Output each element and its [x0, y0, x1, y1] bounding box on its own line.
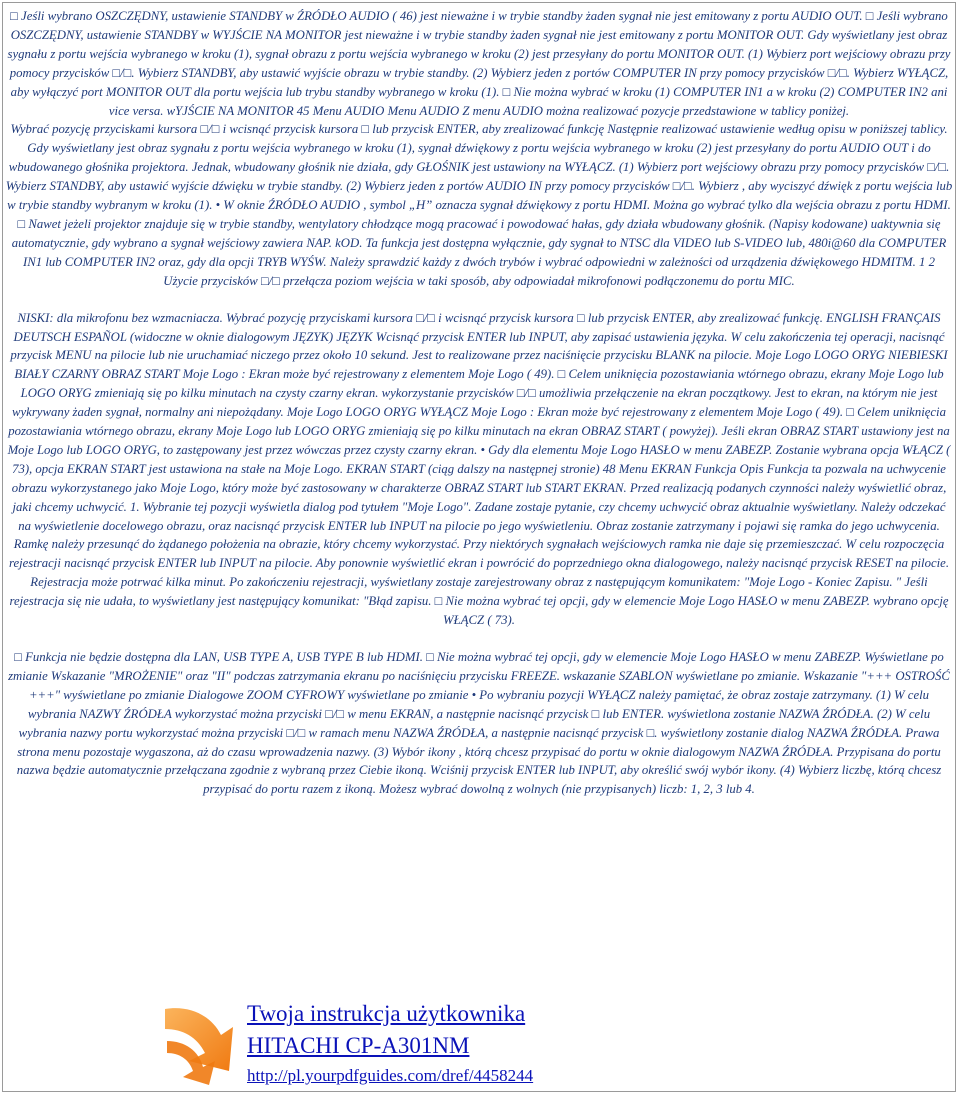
document-body [5, 7, 953, 799]
url-link[interactable]: http://pl.yourpdfguides.com/dref/4458244 [247, 1066, 534, 1085]
user-guide-link[interactable]: Twoja instrukcja użytkownika [247, 1001, 526, 1026]
document-page [2, 2, 956, 1092]
arrow-logo-icon [159, 1001, 239, 1087]
guide-footer [159, 999, 679, 1091]
model-link[interactable]: HITACHI CP-A301NM [247, 1033, 470, 1058]
paragraph-audio-source: Wybrać pozycję przyciskami kursora □/□ i wcisnąć przycisk kursora □ lub przycisk ENTER, aby zrealizować funkcję Następnie realizować ustawienie według opisu w poniższej tablicy. Gdy wyświetlany jest obraz sygnału z portu wejścia wybranego w kroku (1), sygnał dźwiękowy z portu wejścia wybranego w kroku (2) jest przesyłany do portu AUDIO OUT i do wbudowanego głośnika projektora. Jednak, wbudowany głośnik nie działa, gdy GŁOŚNIK jest ustawiony na WYŁĄCZ. (1) Wybierz port wejściowy obrazu przy pomocy przycisków □/□. Wybierz STANDBY, aby ustawić wyjście dźwięku w trybie standby. (2) Wybierz jeden z portów AUDIO IN przy pomocy przycisków □/□. Wybierz , aby wyciszyć dźwięk z portu wejścia lub w trybie standby wybranym w kroku (1). • W oknie ŹRÓDŁO AUDIO , symbol „H” oznacza sygnał dźwiękowy z portu HDMI. Można go wybrać tylko dla wejścia obrazu z portu HDMI. □ Nawet jeżeli projektor znajduje się w trybie standby, wentylatory chłodzące mogą pracować i powodować hałas, gdy działa wbudowany głośnik. (Napisy kodowane) uaktywnia się automatycznie, gdy wybrano a sygnał wejściowy zawiera NAP. kOD. Ta funkcja jest dostępna wyłącznie, gdy sygnał to NTSC dla VIDEO lub S-VIDEO lub, 480i@60 dla COMPUTER IN1 lub COMPUTER IN2 oraz, gdy dla opcji TRYB WYŚW. Należy sprawdzić każdy z dwóch trybów i wybrać odpowiedni w zależności od urządzenia dźwiękowego HDMITM. 1 2 Użycie przycisków □/□ przełącza poziom wejścia w taki sposób, aby odpowiadał mikrofonowi podłączonemu do portu MIC. [5, 122, 953, 288]
paragraph-monitor-out: □ Jeśli wybrano OSZCZĘDNY, ustawienie STANDBY w ŹRÓDŁO AUDIO ( 46) jest nieważne i w trybie standby żaden sygnał nie jest emitowany z portu AUDIO OUT. □ Jeśli wybrano OSZCZĘDNY, ustawienie STANDBY w WYJŚCIE NA MONITOR jest nieważne i w trybie standby żaden sygnał nie jest emitowany z portu MONITOR OUT. Gdy wyświetlany jest obraz sygnału z portu wejścia wybranego w kroku (1), sygnał obrazu z portu wejścia wybranego w kroku (2) jest przesyłany do portu MONITOR OUT. (1) Wybierz port wejściowy obrazu przy pomocy przycisków □/□. Wybierz STANDBY, aby ustawić wyjście obrazu w trybie standby. (2) Wybierz jeden z portów COMPUTER IN przy pomocy przycisków □/□. Wybierz WYŁĄCZ, aby wyłączyć port MONITOR OUT dla portu wejścia lub trybu standby wybranego w kroku (1). □ Nie można wybrać w kroku (1) COMPUTER IN1 a w kroku (2) COMPUTER IN2 ani vice versa. wYJŚCIE NA MONITOR 45 Menu AUDIO Menu AUDIO Z menu AUDIO można realizować pozycje przedstawione w tablicy poniżej. [7, 9, 951, 118]
paragraph-source-name: □ Funkcja nie będzie dostępna dla LAN, USB TYPE A, USB TYPE B lub HDMI. □ Nie można wybrać tej opcji, gdy w elemencie Moje Logo HASŁO w menu ZABEZP. Wyświetlane po zmianie Wskazanie "MROŻENIE" oraz "II" podczas zatrzymania ekranu po naciśnięciu przycisku FREEZE. wskazanie SZABLON wyświetlane po zmianie. Wskazanie "+++ OSTROŚĆ +++" wyświetlane po zmianie Dialogowe ZOOM CYFROWY wyświetlane po zmianie • Po wybraniu pozycji WYŁĄCZ należy pamiętać, że obraz zostaje zatrzymany. (1) W celu wybrania NAZWY ŹRÓDŁA wykorzystać można przyciski □/□ w menu EKRAN, a następnie nacisnąć przycisk □ lub ENTER. wyświetlona zostanie NAZWA ŹRÓDŁA. (2) W celu wybrania nazwy portu wykorzystać można przyciski □/□ w ramach menu NAZWA ŹRÓDŁA, a następnie nacisnąć przycisk □. wyświetlony zostanie dialog NAZWA ŹRÓDŁA. Prawa strona menu pozostaje wygaszona, aż do czasu wprowadzenia nazwy. (3) Wybór ikony , którą chcesz przypisać do portu w oknie dialogowym NAZWA ŹRÓDŁA. Przypisana do portu nazwa będzie automatycznie przełączana zgodnie z wybraną przez Ciebie ikoną. Wciśnij przycisk ENTER lub INPUT, aby określić swój wybór ikony. (4) Wybierz liczbę, którą chcesz przypisać do portu razem z ikoną. Możesz wybrać dowolną z wolnych (nie przypisanych) liczb: 1, 2, 3 lub 4. [8, 650, 950, 797]
guide-links [247, 999, 533, 1087]
paragraph-screen-logo: NISKI: dla mikrofonu bez wzmacniacza. Wybrać pozycję przyciskami kursora □/□ i wcisnąć przycisk kursora □ lub przycisk ENTER, aby zrealizować funkcję. ENGLISH FRANÇAIS DEUTSCH ESPAÑOL (widoczne w oknie dialogowym JĘZYK) JĘZYK Wcisnąć przycisk ENTER lub INPUT, aby zapisać ustawienia języka. W celu zakończenia tej operacji, nacisnąć przycisk MENU na pilocie lub nie uruchamiać niczego przez około 10 sekund. Jest to realizowane przez naciśnięcie przycisku BLANK na pilocie. Moje Logo LOGO ORYG NIEBIESKI BIAŁY CZARNY OBRAZ START Moje Logo : Ekran może być rejestrowany z elementem Moje Logo ( 49). □ Celem uniknięcia pozostawiania wtórnego obrazu, ekrany Moje Logo lub LOGO ORYG zmieniają się po kilku minutach na czysty czarny ekran. wykorzystanie przycisków □/□ umożliwia przełączenie na ekran początkowy. Jest to ekran, na którym nie jest wykrywany żaden sygnał, normalny ani niepożądany. Moje Logo LOGO ORYG WYŁĄCZ Moje Logo : Ekran może być rejestrowany z elementem Moje Logo ( 49). □ Celem uniknięcia pozostawiania wtórnego obrazu, ekrany Moje Logo lub LOGO ORYG zmieniają się po kilku minutach na ekran OBRAZ START ( powyżej). Jeśli ekran OBRAZ START ustawiony jest na Moje Logo lub LOGO ORYG, to zastępowany jest przez wówczas przez czysty czarny ekran. • Gdy dla elementu Moje Logo HASŁO w menu ZABEZP. Zostanie wybrana opcja WŁĄCZ ( 73), opcja EKRAN START jest ustawiona na stałe na Moje Logo. EKRAN START (ciąg dalszy na następnej stronie) 48 Menu EKRAN Funkcja Opis Funkcja ta pozwala na uchwycenie obrazu wykorzystanego jako Moje Logo, który może być zastosowany w charakterze OBRAZ START lub START EKRAN. Przed realizacją podanych czynności należy wyświetlić obraz, jaki chcemy uchwycić. 1. Wybranie tej pozycji wyświetla dialog pod tytułem "Moje Logo". Zadane zostaje pytanie, czy chcemy uchwycić obraz aktualnie wyświetlany. Należy odczekać na wyświetlenie docelowego obrazu, oraz nacisnąć przycisk ENTER lub INPUT na pilocie po jego wyświetleniu. Obraz zostanie zatrzymany i pojawi się ramka do jego uchwycenia. Ramkę należy przesunąć do żądanego położenia na obrazie, który chcemy wykorzystać. Przy niektórych sygnałach wejściowych ramka nie daje się przemieszczać. W celu rozpoczęcia rejestracji nacisnąć przycisk ENTER lub INPUT na pilocie. Aby ponownie wyświetlić ekran i powrócić do poprzedniego okna dialogowego, należy nacisnąć przycisk RESET na pilocie. Rejestracja może potrwać kilka minut. Po zakończeniu rejestracji, wyświetlany zostaje zarejestrowany obraz z następującym komunikatem: "Moje Logo - Koniec Zapisu. " Jeśli rejestracja się nie udała, to wyświetlany jest następujący komunikat: "Błąd zapisu. □ Nie można wybrać tej opcji, gdy w elemencie Moje Logo HASŁO w menu ZABEZP. wybrano opcję WŁĄCZ ( 73). [7, 310, 951, 628]
